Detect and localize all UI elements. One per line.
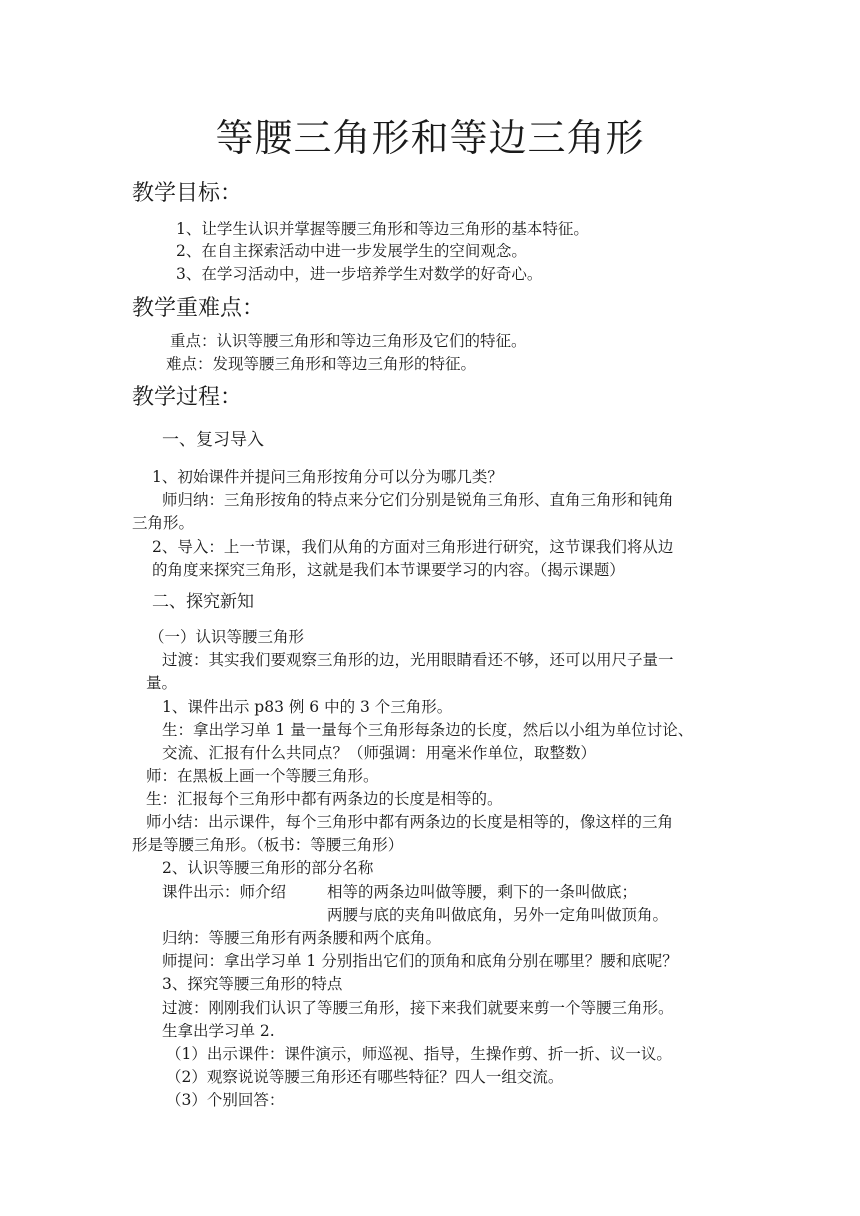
paragraph-line: 的角度来探究三角形，这就是我们本节课要学习的内容。（揭示课题） xyxy=(152,561,625,579)
paragraph-line: 师：在黑板上画一个等腰三角形。 xyxy=(146,767,379,785)
paragraph-line: 课件出示：师介绍 xyxy=(162,883,287,901)
paragraph-line: 1、课件出示 p83 例 6 中的 3 个三角形。 xyxy=(162,698,453,716)
paragraph-line: （3）个别回答： xyxy=(166,1091,285,1109)
paragraph-line: 师小结：出示课件，每个三角形中都有两条边的长度是相等的，像这样的三角 xyxy=(146,813,674,831)
section-heading: 二、探究新知 xyxy=(152,592,254,612)
objective-item: 1、让学生认识并掌握等腰三角形和等边三角形的基本特征。 xyxy=(176,220,589,238)
paragraph-line: 归纳：等腰三角形有两条腰和两个底角。 xyxy=(162,929,442,947)
paragraph-line: 2、导入：上一节课，我们从角的方面对三角形进行研究，这节课我们将从边 xyxy=(152,538,674,556)
focus-point: 重点：认识等腰三角形和等边三角形及它们的特征。 xyxy=(170,332,527,350)
paragraph-line: 生拿出学习单 2. xyxy=(162,1022,275,1040)
paragraph-line: 生：拿出学习单 1 量一量每个三角形每条边的长度，然后以小组为单位讨论、 xyxy=(162,721,694,739)
objectives-heading: 教学目标： xyxy=(132,181,243,206)
paragraph-line: 两腰与底的夹角叫做底角，另外一定角叫做顶角。 xyxy=(327,906,669,924)
paragraph-line: 1、初始课件并提问三角形按角分可以分为哪几类？ xyxy=(152,468,503,486)
paragraph-line: 3、探究等腰三角形的特点 xyxy=(162,975,343,993)
paragraph-line: 形是等腰三角形。（板书：等腰三角形） xyxy=(132,836,404,854)
paragraph-line: 量。 xyxy=(146,674,178,692)
paragraph-line: 过渡：刚刚我们认识了等腰三角形，接下来我们就要来剪一个等腰三角形。 xyxy=(162,999,674,1017)
process-heading: 教学过程： xyxy=(132,385,243,410)
paragraph-line: 相等的两条边叫做等腰，剩下的一条叫做底； xyxy=(327,883,638,901)
paragraph-line: 过渡：其实我们要观察三角形的边，光用眼睛看还不够，还可以用尺子量一 xyxy=(162,651,674,669)
difficulty-point: 难点：发现等腰三角形和等边三角形的特征。 xyxy=(166,355,477,373)
paragraph-line: 师提问：拿出学习单 1 分别指出它们的顶角和底角分别在哪里？腰和底呢？ xyxy=(162,952,678,970)
paragraph-line: 生：汇报每个三角形中都有两条边的长度是相等的。 xyxy=(146,790,503,808)
objective-item: 2、在自主探索活动中进一步发展学生的空间观念。 xyxy=(176,242,527,260)
section-heading: 一、复习导入 xyxy=(162,430,264,450)
subsection-heading: （一）认识等腰三角形 xyxy=(149,628,305,646)
objective-item: 3、在学习活动中，进一步培养学生对数学的好奇心。 xyxy=(176,265,543,283)
paragraph-line: 交流、汇报有什么共同点？（师强调：用毫米作单位，取整数） xyxy=(162,744,597,762)
paragraph-line: 三角形。 xyxy=(132,514,195,532)
paragraph-line: （1）出示课件：课件演示，师巡视、指导，生操作剪、折一折、议一议。 xyxy=(166,1045,672,1063)
key-points-heading: 教学重难点： xyxy=(132,296,265,321)
paragraph-line: 2、认识等腰三角形的部分名称 xyxy=(162,859,374,877)
page-title: 等腰三角形和等边三角形 xyxy=(215,116,645,160)
paragraph-line: 师归纳：三角形按角的特点来分它们分别是锐角三角形、直角三角形和钝角 xyxy=(162,491,674,509)
paragraph-line: （2）观察说说等腰三角形还有哪些特征？四人一组交流。 xyxy=(166,1068,564,1086)
